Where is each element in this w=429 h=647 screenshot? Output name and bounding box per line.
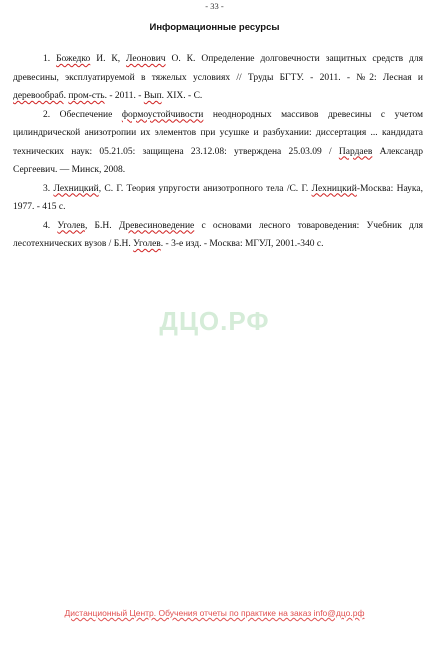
page-number: - 33 - [205,1,224,11]
footer-text-content: Дистанционный Центр. Обучения отчеты по практике на заказ info@дцо.рф [64,608,365,618]
reference-word: Божедко [56,54,91,64]
page-title: Информационные ресурсы [149,22,280,33]
reference-word: Леонович [126,54,166,64]
reference-item: 4. Уголев, Б.Н. Древесиноведение с основами лесного товароведения: Учебник для лесотехнических вузов / Б.Н. Уголев. - 3-е изд. - Москва: МГУЛ, 2001.-340 с. [13,220,423,249]
reference-word: Уголев [57,220,85,231]
reference-word: Уголев [133,239,161,249]
reference-item: 1. Божедко И. К, Леонович О. К. Определение долговечности защитных средств для древесины, эксплуатируемой в тяжелых условиях // Труды БГТУ. - 2011. - №2: Лесная и деревообраб. пром-сть. - 2011. - Вып. XIX. - С. [13,54,424,101]
reference-item: 3. Лехницкий, С. Г. Теория упругости анизотропного тела /С. Г. Лехницкий-Москва: Наука, 1977. - 415 с. [13,183,423,212]
watermark: ДЦО.РФ [159,306,270,336]
reference-word: Вып [143,91,162,101]
reference-word: Пардаев [338,146,373,157]
reference-word: Лехницкий [53,183,99,194]
reference-word: Лехницкий [311,183,357,194]
reference-list [13,50,423,254]
reference-word: деревообраб [13,91,64,101]
reference-word: Древесиноведение [118,220,195,231]
reference-item: 2. Обеспечение формоустойчивости неоднородных массивов древесины с учетом цилиндрической анизотропии их элементов при усушке и разбухании: диссертация ... кандидата технических наук: 05.21.05: защищена 23.12.08: утверждена 25.03.09 / Пардаев Александр Сергеевич. — Минск, 2008. [13,109,424,175]
reference-word: формоустойчивости [121,109,204,120]
footer-text [0,608,429,618]
reference-word: пром-сть [68,91,105,101]
